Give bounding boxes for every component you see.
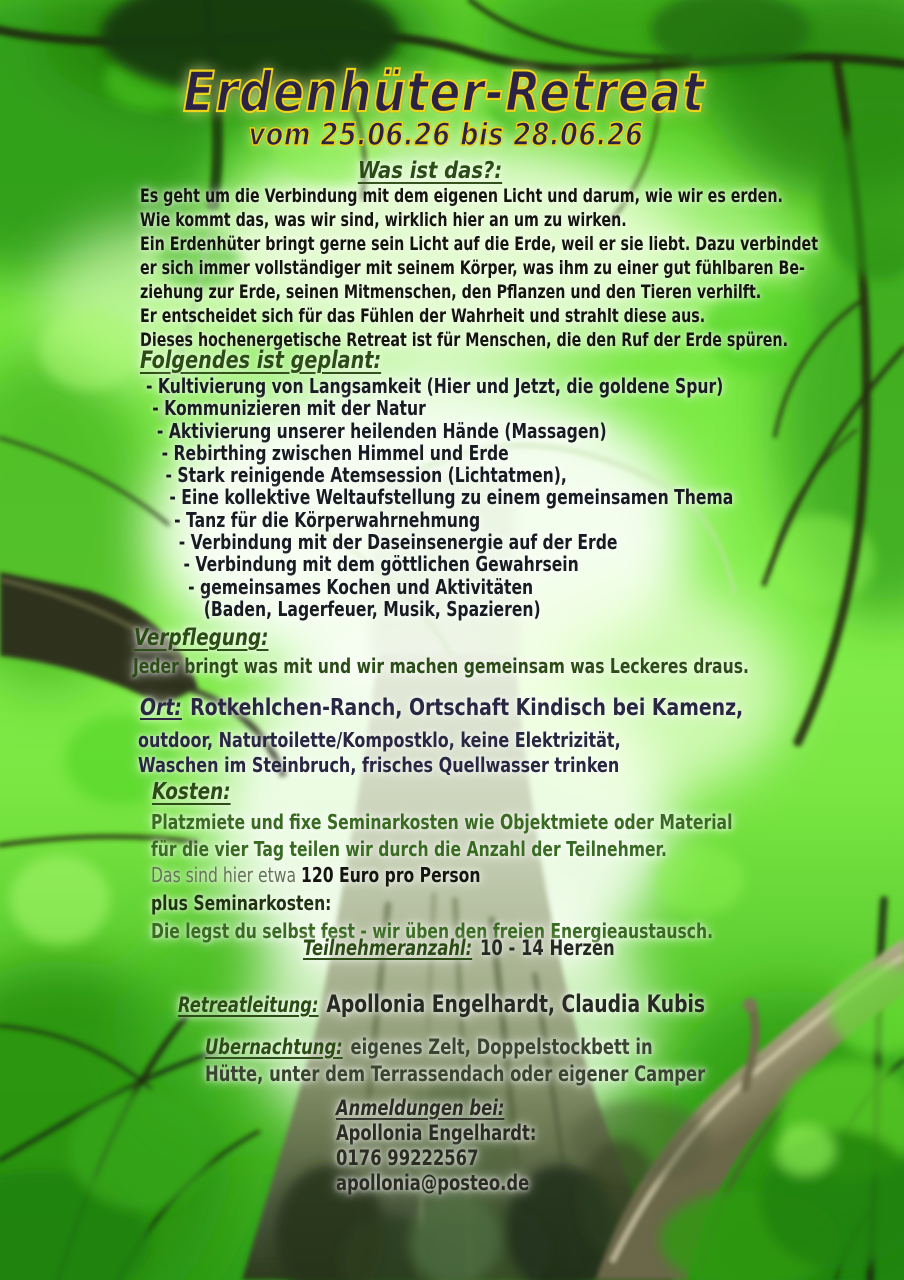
anmeldung-name: Apollonia Engelhardt:	[336, 1121, 537, 1145]
flyer-title: Erdenhüter-Retreat	[182, 60, 705, 124]
intro-line: er sich immer vollständiger mit seinem Körper, was ihm zu einer gut fühlbaren Be-	[140, 257, 805, 279]
uebernachtung-value: eigenes Zelt, Doppelstockbett in	[350, 1035, 653, 1059]
section-heading-was-ist-das: Was ist das?:	[357, 158, 503, 184]
uebernachtung-label: Ubernachtung:	[205, 1035, 343, 1059]
plan-item: - Rebirthing zwischen Himmel und Erde	[161, 440, 509, 465]
ort-value: Rotkehlchen-Ranch, Ortschaft Kindisch bei Kamenz,	[190, 695, 744, 721]
kosten-price-prefix: Das sind hier etwa	[151, 863, 302, 887]
teilnehmer-label: Teilnehmeranzahl:	[303, 936, 473, 960]
kosten-line-plus: plus Seminarkosten:	[151, 891, 332, 915]
anmeldung-phone: 0176 99222567	[336, 1146, 479, 1170]
kosten-price-line	[151, 863, 480, 887]
kosten-line-1: Platzmiete und fixe Seminarkosten wie Objektmiete oder Material	[151, 810, 733, 834]
anmeldung-block	[336, 1096, 536, 1196]
intro-line: ziehung zur Erde, seinen Mitmenschen, den Pflanzen und den Tieren verhilft.	[140, 281, 762, 303]
uebernachtung-line-2: Hütte, unter dem Terrassendach oder eigener Camper	[205, 1062, 706, 1086]
plan-item: - Kommunizieren mit der Natur	[152, 396, 426, 421]
leitung-value: Apollonia Engelhardt, Claudia Kubis	[326, 990, 706, 1018]
plan-item: - Stark reinigende Atemsession (Lichtatmen),	[165, 463, 567, 488]
plan-item: - Verbindung mit dem göttlichen Gewahrsein	[183, 552, 579, 577]
section-heading-verpflegung: Verpflegung:	[134, 625, 269, 651]
intro-line: Er entscheidet sich für das Fühlen der Wahrheit und strahlt diese aus.	[140, 305, 706, 327]
plan-list	[146, 375, 733, 620]
teilnehmer-value: 10 - 14 Herzen	[480, 936, 615, 960]
intro-line: Es geht um die Verbindung mit dem eigenen Licht und darum, wie wir es erden.	[140, 185, 783, 207]
ort-detail-2: Waschen im Steinbruch, frisches Quellwasser trinken	[138, 753, 620, 777]
plan-item: - Kultivierung von Langsamkeit (Hier und Jetzt, die goldene Spur)	[146, 374, 724, 398]
ort-label: Ort:	[140, 695, 182, 721]
kosten-line-2: für die vier Tag teilen wir durch die Anzahl der Teilnehmer.	[151, 837, 667, 861]
ort-detail-1: outdoor, Naturtoilette/Kompostklo, keine Elektrizität,	[138, 728, 621, 752]
plan-item: - Aktivierung unserer heilenden Hände (Massagen)	[156, 418, 607, 443]
plan-item: - Eine kollektive Weltaufstellung zu einem gemeinsamen Thema	[169, 485, 734, 510]
ort-line	[140, 695, 743, 721]
leitung-line	[178, 990, 705, 1018]
kosten-price-value: 120 Euro pro Person	[301, 863, 481, 887]
section-heading-plan: Folgendes ist geplant:	[140, 346, 382, 374]
teilnehmer-line	[303, 936, 615, 960]
verpflegung-text: Jeder bringt was mit und wir machen gemeinsam was Leckeres draus.	[133, 654, 749, 678]
intro-line: Wie kommt das, was wir sind, wirklich hier an um zu wirken.	[140, 209, 627, 231]
flyer-date: vom 25.06.26 bis 28.06.26	[248, 117, 644, 153]
leitung-label: Retreatleitung:	[178, 993, 319, 1017]
intro-line: Ein Erdenhüter bringt gerne sein Licht auf die Erde, weil er sie liebt. Dazu verbindet	[140, 233, 819, 255]
anmeldung-email: apollonia@posteo.de	[336, 1171, 530, 1195]
plan-item: - Verbindung mit der Daseinsenergie auf der Erde	[178, 530, 618, 555]
uebernachtung-line-1	[205, 1035, 653, 1059]
intro-line: Dieses hochenergetische Retreat ist für Menschen, die den Ruf der Erde spüren.	[140, 329, 788, 351]
section-heading-kosten: Kosten:	[152, 779, 231, 805]
plan-item: - gemeinsames Kochen und Aktivitäten	[188, 574, 534, 599]
plan-item: (Baden, Lagerfeuer, Musik, Spazieren)	[203, 596, 541, 621]
plan-item: - Tanz für die Körperwahrnehmung	[174, 507, 481, 532]
intro-paragraph	[140, 184, 818, 352]
anmeldung-heading: Anmeldungen bei:	[336, 1096, 505, 1120]
kosten-line-energie: Die legst du selbst fest - wir üben den freien Energieaustausch.	[151, 919, 714, 943]
